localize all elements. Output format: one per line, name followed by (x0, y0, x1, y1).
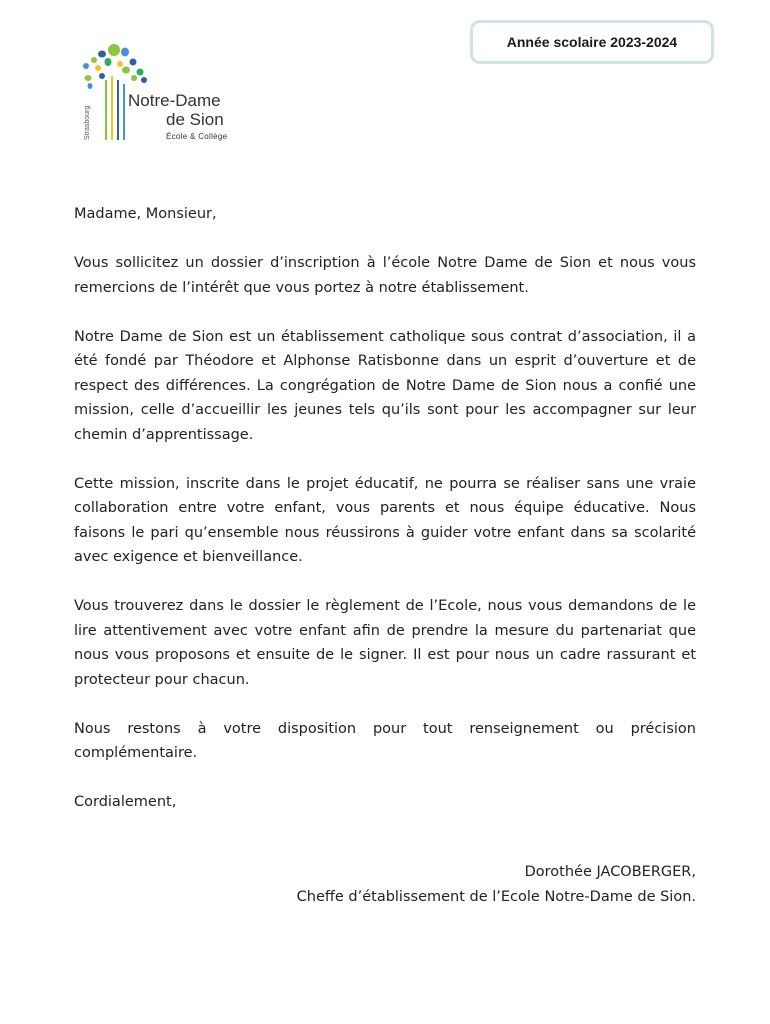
school-year-badge (470, 20, 714, 64)
logo-city: Strasbourg (84, 105, 91, 140)
letter-paragraph-4: Vous trouverez dans le dossier le règlement de l’Ecole, nous vous demandons de le lire attentivement avec votre enfant afin de prendre la mesure du partenariat que nous vous proposons et ensuite de le signer. Il est pour nous un cadre rassurant et protecteur pour chacun. (74, 598, 696, 688)
letter-body (74, 202, 696, 839)
letter-paragraph-5: Nous restons à votre disposition pour tout renseignement ou précision complémentaire. (74, 720, 696, 761)
signatory-title: Cheffe d’établissement de l’Ecole Notre-Dame de Sion. (296, 888, 696, 905)
school-year-label: Année scolaire 2023-2024 (506, 34, 678, 50)
signatory-name: Dorothée JACOBERGER, (524, 864, 696, 880)
logo-name-line2: de Sion (166, 110, 224, 129)
logo-subtitle: École & Collège (166, 132, 228, 141)
logo-name-line1: Notre-Dame (128, 91, 221, 110)
signature-block (297, 860, 696, 909)
letter-closing: Cordialement, (74, 794, 177, 810)
letter-paragraph-2: Notre Dame de Sion est un établissement catholique sous contrat d’association, il a été fondé par Théodore et Alphonse Ratisbonne dans un esprit d’ouverture et de respect des différences. La congrégation de Notre Dame de Sion nous a confié une mission, celle d’accueillir les jeunes tels qu’ils sont pour les accompagner sur leur chemin d’apprentissage. (74, 328, 696, 443)
letter-greeting: Madame, Monsieur, (74, 206, 217, 222)
letter-paragraph-3: Cette mission, inscrite dans le projet éducatif, ne pourra se réaliser sans une vraie collaboration entre votre enfant, vous parents et nous équipe éducative. Nous faisons le pari qu’ensemble nous réussirons à guider votre enfant dans sa scolarité avec exigence et bienveillance. (74, 475, 696, 565)
letter-paragraph-1: Vous sollicitez un dossier d’inscription à l’école Notre Dame de Sion et nous vous remercions de l’intérêt que vous portez à notre établissement. (74, 255, 696, 296)
school-logo (78, 40, 258, 150)
